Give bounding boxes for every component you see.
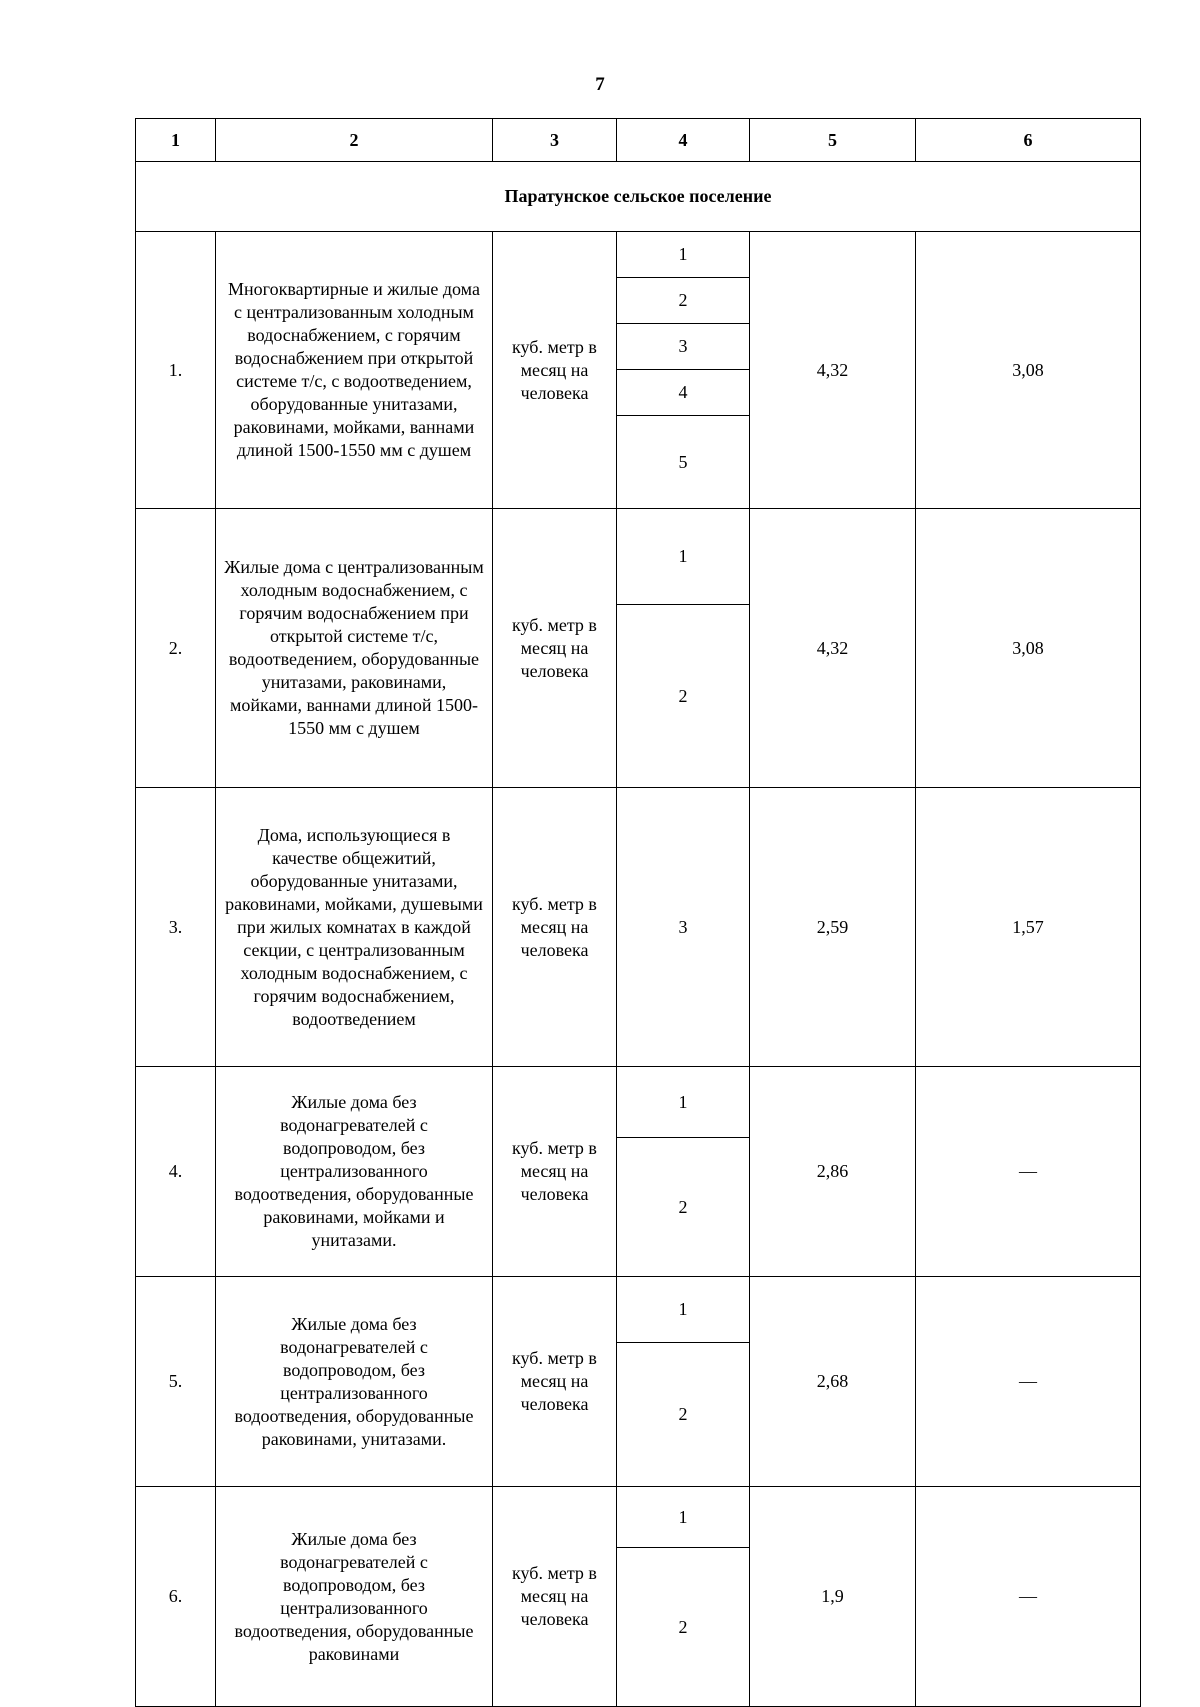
row-number: 1. bbox=[136, 232, 216, 509]
row-unit: куб. метр в месяц на человека bbox=[493, 788, 617, 1067]
header-row bbox=[136, 119, 1141, 162]
row-col6: — bbox=[916, 1067, 1141, 1277]
table-row bbox=[136, 1277, 1141, 1343]
row-sub-value: 3 bbox=[617, 788, 750, 1067]
row-number: 6. bbox=[136, 1487, 216, 1707]
row-unit: куб. метр в месяц на человека bbox=[493, 1277, 617, 1487]
row-sub-value: 2 bbox=[617, 278, 750, 324]
table-row bbox=[136, 788, 1141, 1067]
row-sub-value: 2 bbox=[617, 1138, 750, 1277]
row-sub-value: 1 bbox=[617, 1487, 750, 1548]
row-sub-value: 2 bbox=[617, 1548, 750, 1707]
table-row bbox=[136, 1067, 1141, 1138]
row-number: 4. bbox=[136, 1067, 216, 1277]
row-number: 5. bbox=[136, 1277, 216, 1487]
row-sub-value: 1 bbox=[617, 1067, 750, 1138]
header-cell: 3 bbox=[493, 119, 617, 162]
row-sub-value: 1 bbox=[617, 232, 750, 278]
row-sub-value: 3 bbox=[617, 324, 750, 370]
norms-table bbox=[135, 118, 1141, 1707]
page-number: 7 bbox=[595, 74, 605, 95]
row-number: 2. bbox=[136, 509, 216, 788]
header-cell: 6 bbox=[916, 119, 1141, 162]
row-description: Жилые дома с централизованным холодным водоснабжением, с горячим водоснабжением при открытой системе т/с, водоотведением, оборудованные унитазами, раковинами, мойками, ваннами длиной 1500-1550 мм с душем bbox=[216, 509, 493, 788]
row-col6: — bbox=[916, 1487, 1141, 1707]
header-cell: 4 bbox=[617, 119, 750, 162]
row-sub-value: 5 bbox=[617, 416, 750, 509]
row-description: Жилые дома без водонагревателей с водопроводом, без централизованного водоотведения, оборудованные раковинами bbox=[216, 1487, 493, 1707]
row-col5: 2,68 bbox=[750, 1277, 916, 1487]
row-unit: куб. метр в месяц на человека bbox=[493, 509, 617, 788]
row-sub-value: 4 bbox=[617, 370, 750, 416]
table-row bbox=[136, 232, 1141, 278]
row-col5: 4,32 bbox=[750, 232, 916, 509]
header-cell: 2 bbox=[216, 119, 493, 162]
header-cell: 5 bbox=[750, 119, 916, 162]
row-sub-value: 2 bbox=[617, 1343, 750, 1487]
row-col5: 4,32 bbox=[750, 509, 916, 788]
row-col6: 3,08 bbox=[916, 509, 1141, 788]
row-description: Многоквартирные и жилые дома с централизованным холодным водоснабжением, с горячим водоснабжением при открытой системе т/с, с водоотведением, оборудованные унитазами, раковинами, мойками, ваннами длиной 1500-1550 мм с душем bbox=[216, 232, 493, 509]
row-col5: 2,86 bbox=[750, 1067, 916, 1277]
table-row bbox=[136, 1487, 1141, 1548]
row-col5: 1,9 bbox=[750, 1487, 916, 1707]
row-unit: куб. метр в месяц на человека bbox=[493, 1487, 617, 1707]
row-number: 3. bbox=[136, 788, 216, 1067]
row-col6: 1,57 bbox=[916, 788, 1141, 1067]
row-sub-value: 2 bbox=[617, 605, 750, 788]
row-unit: куб. метр в месяц на человека bbox=[493, 1067, 617, 1277]
row-sub-value: 1 bbox=[617, 509, 750, 605]
table-row bbox=[136, 509, 1141, 605]
row-col6: — bbox=[916, 1277, 1141, 1487]
row-col5: 2,59 bbox=[750, 788, 916, 1067]
row-description: Жилые дома без водонагревателей с водопроводом, без централизованного водоотведения, оборудованные раковинами, унитазами. bbox=[216, 1277, 493, 1487]
row-description: Дома, использующиеся в качестве общежитий, оборудованные унитазами, раковинами, мойками, душевыми при жилых комнатах в каждой секции, с централизованным холодным водоснабжением, с горячим водоснабжением, водоотведением bbox=[216, 788, 493, 1067]
row-description: Жилые дома без водонагревателей с водопроводом, без централизованного водоотведения, оборудованные раковинами, мойками и унитазами. bbox=[216, 1067, 493, 1277]
section-row bbox=[136, 162, 1141, 232]
section-title: Паратунское сельское поселение bbox=[136, 162, 1141, 232]
row-sub-value: 1 bbox=[617, 1277, 750, 1343]
header-cell: 1 bbox=[136, 119, 216, 162]
row-unit: куб. метр в месяц на человека bbox=[493, 232, 617, 509]
row-col6: 3,08 bbox=[916, 232, 1141, 509]
